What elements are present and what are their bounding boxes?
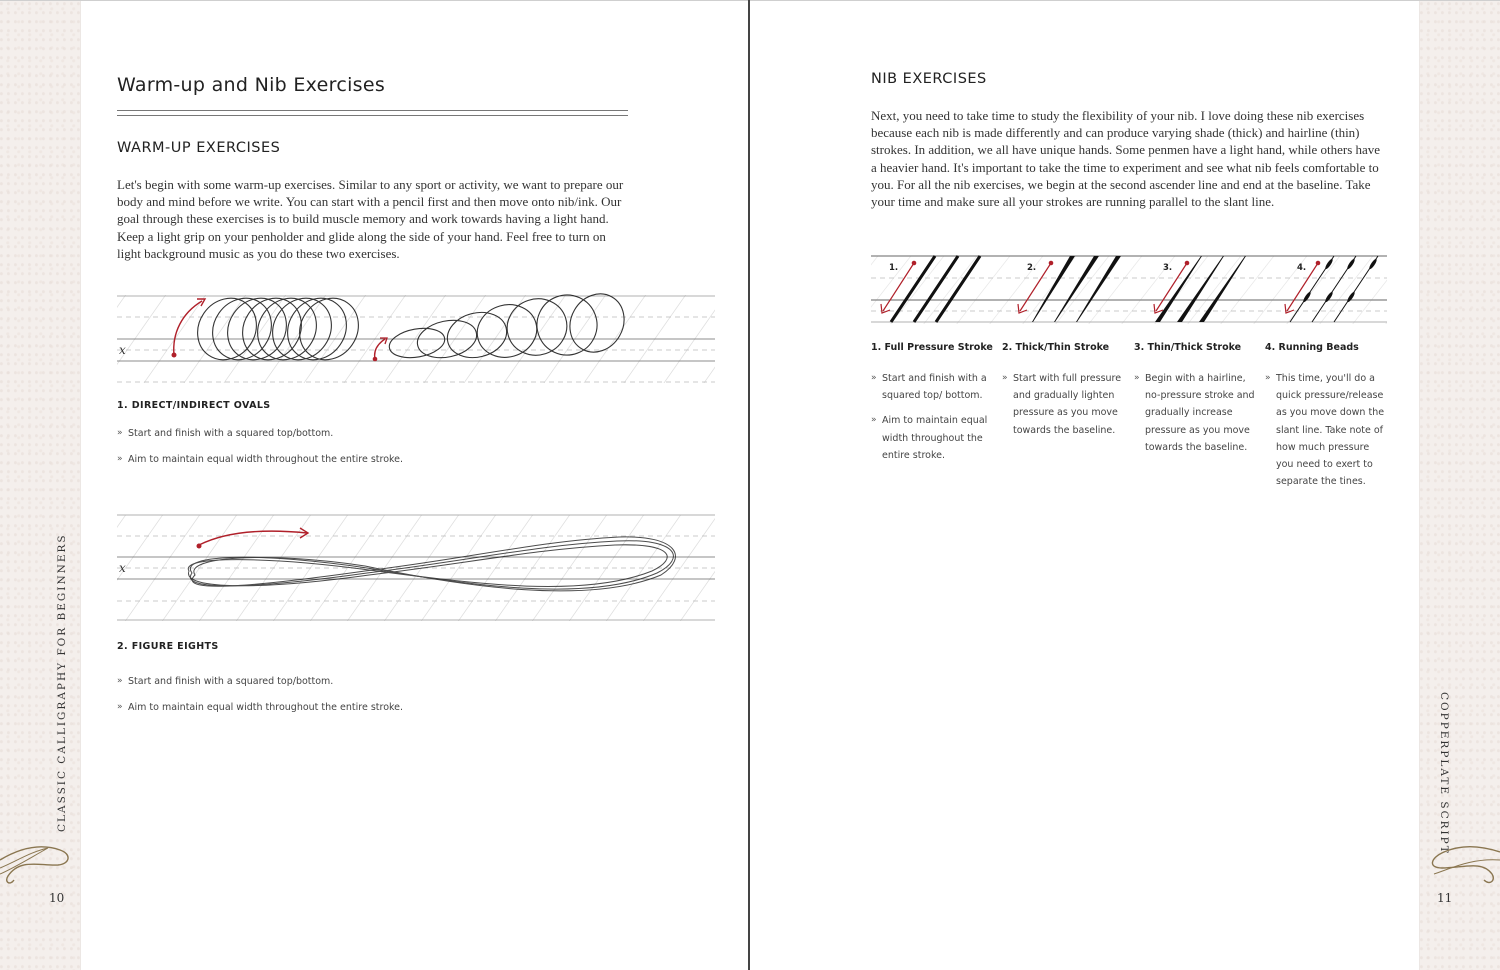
- ovals-bullets: [117, 426, 403, 477]
- svg-text:3.: 3.: [1163, 263, 1173, 273]
- nib-exercises-intro: Next, you need to take time to study the flexibility of your nib. I love doing these nib exercises because each nib is made differently and can produce varying shade (thick) and hairline (thin) strokes. In addition, we all have unique hands. Some penmen have a light hand, while others have a heavier hand. It's important to take the time to experiment and see what nib feels comfortable to you. For all the nib exercises, we begin at the second ascender line and end at the baseline. Take your time and make sure all your strokes are running parallel to the slant line.: [871, 108, 1381, 210]
- left-running-head: CLASSIC CALLIGRAPHY FOR BEGINNERS: [56, 533, 68, 832]
- bullet-marker: »: [117, 701, 123, 712]
- exercise-bullets: [1002, 370, 1126, 439]
- nib-strokes-figure: [871, 252, 1387, 326]
- figure-eights-bullets: [117, 674, 403, 725]
- bullet-marker: »: [871, 415, 877, 426]
- x-height-label: x: [119, 561, 126, 575]
- exercise-title: 3. Thin/Thick Stroke: [1134, 342, 1242, 353]
- nib-exercise-full-pressure: [871, 342, 995, 472]
- list-item: » Start with full pressure and gradually lighten pressure as you move towards the baseline.: [1002, 370, 1126, 439]
- right-page-margin: [1419, 1, 1500, 970]
- svg-text:2.: 2.: [1027, 263, 1037, 273]
- nib-exercise-thin-thick: [1134, 342, 1258, 464]
- exercise-title-figure-eights: 2. FIGURE EIGHTS: [117, 641, 219, 652]
- exercise-bullets: [1265, 370, 1389, 490]
- page-title: Warm-up and Nib Exercises: [117, 74, 386, 96]
- warm-up-intro: Let's begin with some warm-up exercises. Similar to any sport or activity, we want to prepare our body and mind before we write. You can start with a pencil first and then move onto nib/ink. Our goal through these exercises is to build muscle memory and work towards having a light hand. Keep a light grip on your penholder and glide along the side of your hand. Feel free to turn on light background music as you do these two exercises.: [117, 177, 624, 261]
- x-height-label: x: [119, 343, 126, 357]
- exercise-title: 1. Full Pressure Stroke: [871, 342, 993, 353]
- list-item: » Start and finish with a squared top/ bottom.: [871, 370, 995, 404]
- svg-text:1.: 1.: [889, 263, 899, 273]
- bullet-marker: »: [871, 373, 877, 383]
- direct-indirect-ovals-figure: [117, 293, 717, 385]
- warm-up-heading: WARM-UP EXERCISES: [117, 140, 281, 156]
- flourish-ornament-icon: [0, 838, 80, 888]
- left-page-number: 10: [49, 891, 65, 905]
- list-item: » Aim to maintain equal width throughout the entire stroke.: [117, 453, 404, 465]
- flourish-ornament-icon: [1422, 838, 1500, 888]
- list-item: » Begin with a hairline, no-pressure stroke and gradually increase pressure as you move towards the baseline.: [1134, 370, 1258, 456]
- bullet-marker: »: [1002, 373, 1008, 383]
- right-page-number: 11: [1437, 891, 1453, 905]
- left-page-margin: [0, 1, 81, 970]
- nib-exercise-running-beads: [1265, 342, 1389, 498]
- list-item: » This time, you'll do a quick pressure/release as you move down the slant line. Take note of how much pressure you need to exert to separate the tines.: [1265, 370, 1389, 490]
- list-item: » Aim to maintain equal width throughout the entire stroke.: [871, 412, 995, 464]
- title-double-rule: [117, 110, 628, 116]
- right-running-head: COPPERPLATE SCRIPT: [1438, 692, 1450, 855]
- bullet-marker: »: [1134, 373, 1140, 383]
- list-item: » Start and finish with a squared top/bottom.: [117, 676, 334, 687]
- book-gutter-divider: [748, 0, 750, 970]
- bullet-marker: »: [117, 676, 123, 686]
- bullet-marker: »: [117, 428, 123, 438]
- exercise-title-ovals: 1. DIRECT/INDIRECT OVALS: [117, 400, 271, 411]
- figure-eights-figure: [117, 513, 717, 623]
- nib-exercises-heading: NIB EXERCISES: [871, 71, 987, 87]
- nib-exercise-thick-thin: [1002, 342, 1126, 447]
- top-edge-line: [0, 0, 1500, 1]
- exercise-bullets: [1134, 370, 1258, 456]
- list-item: » Aim to maintain equal width throughout the entire stroke.: [117, 701, 404, 713]
- bullet-marker: »: [117, 453, 123, 464]
- exercise-title: 4. Running Beads: [1265, 342, 1359, 353]
- svg-text:4.: 4.: [1297, 263, 1307, 273]
- exercise-title: 2. Thick/Thin Stroke: [1002, 342, 1110, 353]
- list-item: » Start and finish with a squared top/bottom.: [117, 428, 334, 439]
- exercise-bullets: [871, 370, 995, 464]
- bullet-marker: »: [1265, 373, 1271, 383]
